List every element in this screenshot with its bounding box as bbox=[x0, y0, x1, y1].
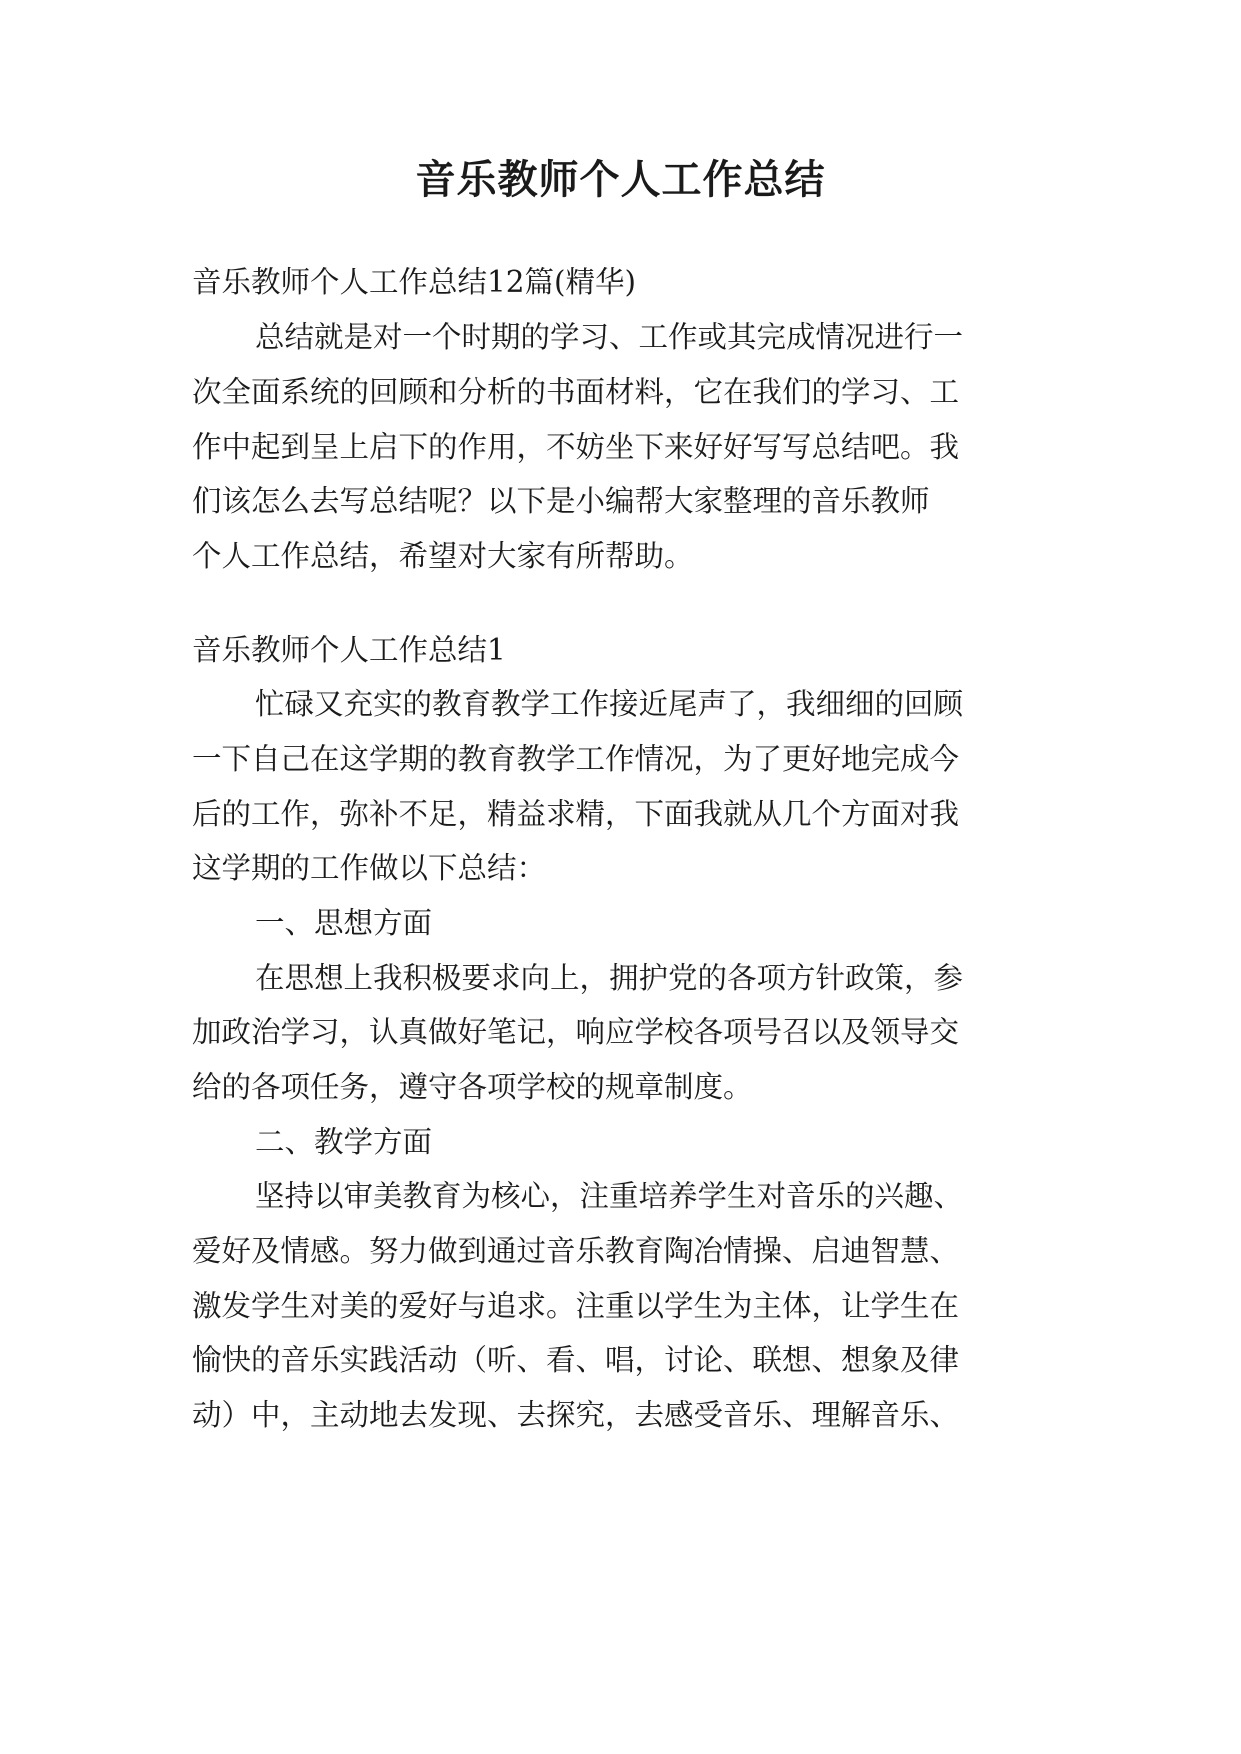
body-paragraph-line: 愉快的音乐实践活动（听、看、唱，讨论、联想、想象及律 bbox=[192, 1343, 960, 1377]
intro-paragraph-line: 次全面系统的回顾和分析的书面材料，它在我们的学习、工 bbox=[192, 375, 960, 409]
body-paragraph-line: 激发学生对美的爱好与追求。注重以学生为主体，让学生在 bbox=[192, 1289, 960, 1323]
intro-paragraph-line: 作中起到呈上启下的作用，不妨坐下来好好写写总结吧。我 bbox=[192, 430, 960, 464]
body-paragraph-line: 一下自己在这学期的教育教学工作情况，为了更好地完成今 bbox=[192, 742, 960, 776]
section-heading: 音乐教师个人工作总结1 bbox=[192, 633, 506, 667]
body-paragraph-line: 加政治学习，认真做好笔记，响应学校各项号召以及领导交 bbox=[192, 1015, 960, 1049]
document-title: 音乐教师个人工作总结 bbox=[415, 156, 826, 203]
subheading-thought: 一、思想方面 bbox=[255, 906, 433, 940]
body-paragraph-line: 后的工作，弥补不足，精益求精，下面我就从几个方面对我 bbox=[192, 797, 960, 831]
body-paragraph-line: 这学期的工作做以下总结： bbox=[192, 851, 547, 885]
intro-paragraph-line: 个人工作总结，希望对大家有所帮助。 bbox=[192, 539, 694, 573]
body-paragraph-line: 爱好及情感。努力做到通过音乐教育陶冶情操、启迪智慧、 bbox=[192, 1234, 960, 1268]
intro-paragraph-line: 们该怎么去写总结呢？以下是小编帮大家整理的音乐教师 bbox=[192, 484, 930, 518]
body-paragraph-line: 在思想上我积极要求向上，拥护党的各项方针政策，参 bbox=[255, 961, 964, 995]
body-paragraph-line: 动）中，主动地去发现、去探究，去感受音乐、理解音乐、 bbox=[192, 1398, 960, 1432]
document-subtitle: 音乐教师个人工作总结12篇(精华) bbox=[192, 265, 637, 299]
body-paragraph-line: 坚持以审美教育为核心，注重培养学生对音乐的兴趣、 bbox=[255, 1179, 964, 1213]
subheading-teaching: 二、教学方面 bbox=[255, 1125, 433, 1159]
intro-paragraph-line: 总结就是对一个时期的学习、工作或其完成情况进行一 bbox=[255, 320, 964, 354]
body-paragraph-line: 给的各项任务，遵守各项学校的规章制度。 bbox=[192, 1070, 753, 1104]
body-paragraph-line: 忙碌又充实的教育教学工作接近尾声了，我细细的回顾 bbox=[255, 687, 964, 721]
